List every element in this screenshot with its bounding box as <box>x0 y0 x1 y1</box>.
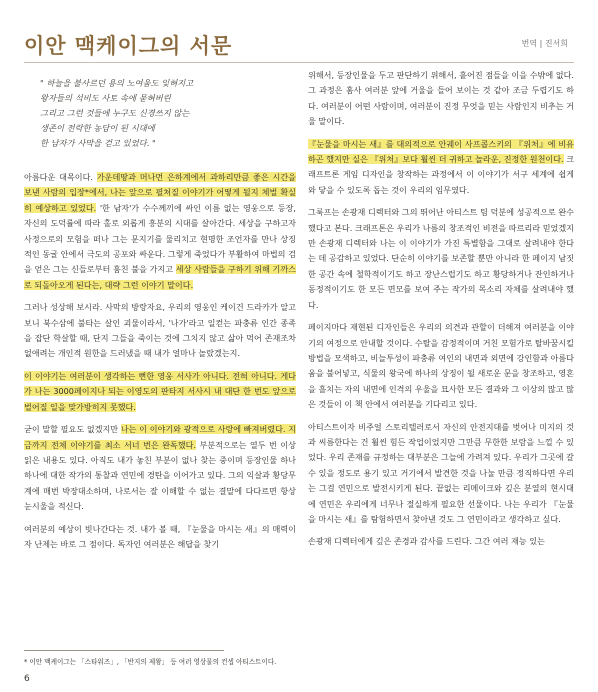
right-column <box>308 68 574 557</box>
quote-line: 생존이 전락한 농담이 된 시대에 <box>40 123 155 133</box>
epigraph-quote <box>40 76 280 151</box>
header-divider <box>24 62 574 63</box>
paragraph: 그러나 성상해 보시라. 사막의 방랑자요, 우리의 영웅인 케이건 드라카가 알고 보니 북수삼에 불타는 살인 괴물이라서, '나가'라고 일컫는 파충류 인간 종족을 잡단 학살할 때, 단지 그들을 죽이는 것에 그치지 않고 삶아 먹어 존재조차 없애려는 개인적 원한을 드러냈을 때 내가 얼마나 놀랐겠는지. <box>24 302 296 359</box>
paragraph <box>308 137 574 199</box>
paragraph: 손광재 디렉터에게 깊은 존경과 감사를 드린다. 그간 여러 재능 있는 <box>308 536 545 547</box>
paragraph <box>24 422 296 514</box>
highlighted-text: 가운데땅과 머나먼 은하계에서 과하리만큼 좋은 시간을 보낸 사람의 입장*에서, 나는 앞으로 펼쳐질 이야기가 어떻게 될지 체벌 확실히 예상하고 있었다. <box>24 172 296 213</box>
page-title: 이안 맥케이그의 서문 <box>24 33 233 58</box>
text-run: '한 남자'가 수수께끼에 싸인 이름 없는 영웅으로 등장, 자신의 도덕률에 따라 홀로 외롭게 흥분의 시대를 살아간다. 세상을 구하고자 사정으로의 모험을 떠나 그는 문지기를 물리치고 현명한 조언자를 만나 상징적인 동굴 안에서 극도의 공포와 싸운다. 그렇게 죽었다가 부활하여 마법의 검을 얻은 그는 신들로부터 훔친 불을 가지고 <box>24 202 296 275</box>
highlighted-text: 이 이야기는 여러분이 생각하는 뻔한 영웅 서사가 아니다. 전혀 아니다. 게다가 나는 3000페이지나 되는 이영도의 판타지 서사시 내 대단 한 번도 앞으로 벌어질 일을 맞가방히지 못했다. <box>24 370 296 412</box>
paragraph <box>24 170 296 293</box>
paragraph: 페이지마다 재현된 디자인들은 우리의 의견과 관할이 더해져 여러분을 이야기의 여정으로 안내할 것이다. 수탈을 감정적이며 거친 모험가로 탈바꿈시킬 방법을 모색하고, 비늘투성이 파충류 여인의 내면과 외면에 강인함과 아름다움을 불어넣고, 식물의 왕국에 하나의 상징이 될 새로운 문을 창조하고, 영혼을 흘치는 자의 내면에 인격의 우울을 묘사한 모든 결과와 그 이상의 많고 많은 것들이 이 책 안에서 여러분을 기다리고 있다. <box>308 322 574 410</box>
highlighted-text: 『눈물을 마시는 새』를 대의적으로 안궤이 사프콥스키의 『위처』에 비유하곤 했지만 실은 『위처』보다 훨씬 더 귀하고 놀라운, 진정한 원천이다. <box>308 138 574 165</box>
highlighted-text: 세상 사람들을 구하기 위해 기까스로 되돌아오게 된다는, 대략 그런 이야기 말이다. <box>24 264 296 290</box>
paragraph: 그룩프는 손광재 디렉터와 그의 뛰어난 아티스트 팀 덕분에 성공적으로 완수했다고 본다. 크래프톤은 우리가 나름의 창조적인 비전을 따르리라 믿었겠지만 손광재 디렉터와 나는 이 이야기가 가진 특별함을 그대로 살려내야 한다는 데 공감하고 있었다. 단순히 이야기를 보존할 뿐만 아니라 한 페이지 남짓한 공간 속에 철학적이기도 하고 장난스럽기도 하고 황당하거나 잔인하거나 동정적이기도 한 모든 면모를 보여 주는 작가의 목소리 자체를 살려내야 했다. <box>308 207 574 310</box>
footnote: * 이안 맥케이그는 「스타워즈」, 「반지의 제왕」 등 여러 영상물의 컨셉 아티스트이다. <box>24 658 277 666</box>
text-run: 크래프트론 게임 디자인을 창작하는 과정에서 이 이야기가 서구 세계에 쉽게 와 닿을 수 있도록 돕는 것이 우리의 임무였다. <box>308 154 574 195</box>
paragraph: 아티스트이자 비주얼 스토리텔러로서 자신의 안전지대를 벗어나 미지의 것과 씨름한다는 건 훨씬 힘든 작업이었지만 그만큼 무한한 보람을 느낄 수 있었다. 우리 존재를 규정하는 대부분은 그늘에 가려져 있다. 우리가 그곳에 갈 수 있을 정도로 용기 있고 거기에서 발견한 것을 나눌 만큼 정직하다면 우리는 그걸 연민으로 발전시키게 된다. 끝없는 리메이크와 깊은 분열의 현시대에 연민은 우리에게 너무나 절실하게 필요한 선물이다. 나는 우리가 『눈물을 마시는 새』를 탐험하면서 찾아낸 것도 그 연민이라고 생각하고 싶다. <box>308 421 574 524</box>
quote-line: 한 남자가 사막을 걷고 있었다. " <box>40 138 156 148</box>
left-column <box>24 170 296 559</box>
translator-credit: 번역 | 진서희 <box>521 39 568 48</box>
text-run: 굳이 말할 필요도 없겠지만 <box>24 424 121 435</box>
highlighted-text: 나는 이 이야기와 광적으로 사랑에 빠져버렸다. 지금까지 전체 이야기를 최소 서너 번은 완독했다. <box>24 424 296 450</box>
text-run: 아름다운 대목이다. <box>24 172 97 182</box>
paragraph: 여러분의 예상이 빗나간다는 것. 내가 볼 때, 『눈물을 마시는 새』의 매력이자 난제는 바로 그 점이다. 독자인 여러분은 해답을 찾기 <box>24 523 296 549</box>
quote-line: 그리고 그런 것들에 누구도 신경쓰지 않는 <box>40 108 190 118</box>
quote-line: " 하늘을 불사르던 용의 노여움도 잊혀지고 <box>40 78 194 88</box>
text-run: 부분적으로는 열두 번 이상 읽은 내용도 있다. 아직도 내가 놓친 부분이 없나 찾는 중이며 등장인물 하나하나에 대한 작가의 통찰과 연민에 경탄을 이어가고 있다. 그의 익살과 황당무계에 매번 박장대소하며, 나로서는 잘 이해할 수 없는 결말에 다다르면 항상 눈시울을 적신다. <box>24 439 296 512</box>
quote-line: 왕자들의 석비도 사토 속에 묻혀버린 <box>40 93 171 103</box>
page-number: 6 <box>24 674 30 684</box>
paragraph: 위해서, 등장인물을 두고 판단하기 위해서, 흩어진 점들을 이을 수밖에 없다. 그 과정은 홈사 여러분 앞에 거울을 들어 보이는 것 같아 조금 두렵기도 하다. 여러분이 어떤 사람이며, 여러분이 진정 무엇을 믿는 사람인지 비추는 거울 말이다. <box>308 70 574 127</box>
paragraph <box>24 369 296 415</box>
footnote-divider <box>24 650 224 651</box>
